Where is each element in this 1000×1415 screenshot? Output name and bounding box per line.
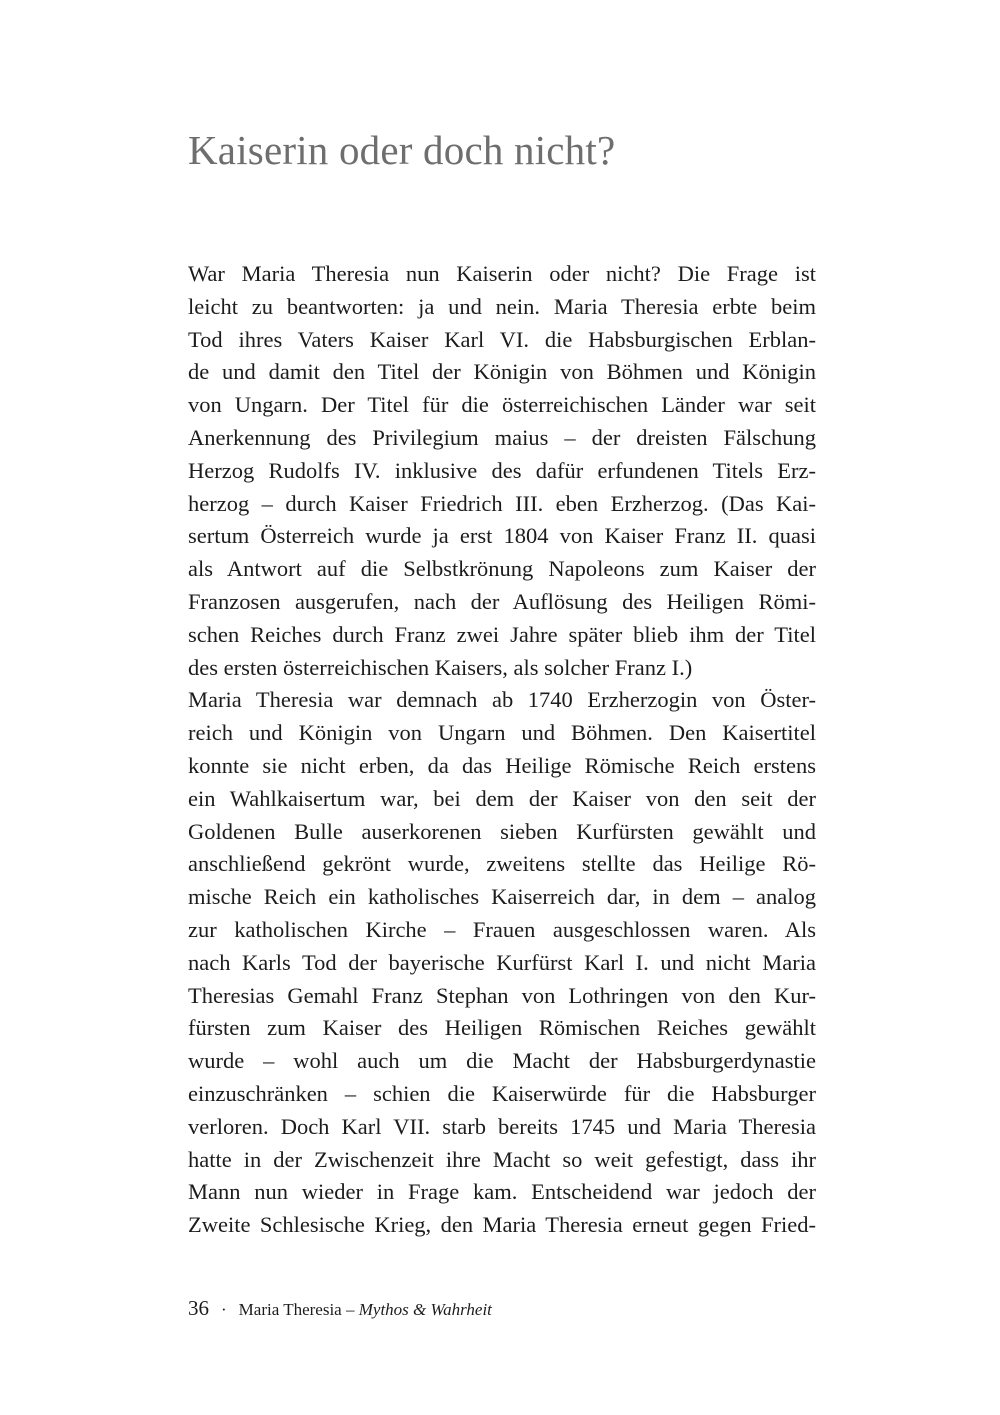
text-line: anschließend gekrönt wurde, zweitens stellte das Heilige Rö- xyxy=(188,851,816,877)
body-text xyxy=(188,258,816,1242)
text-line: Herzog Rudolfs IV. inklusive des dafür erfundenen Titels Erz- xyxy=(188,457,816,483)
text-line: Zweite Schlesische Krieg, den Maria Theresia erneut gegen Fried- xyxy=(188,1212,816,1238)
text-line: hatte in der Zwischenzeit ihre Macht so weit gefestigt, dass ihr xyxy=(188,1146,816,1172)
text-line: Mann nun wieder in Frage kam. Entscheidend war jedoch der xyxy=(188,1179,816,1205)
text-line: ein Wahlkaisertum war, bei dem der Kaiser von den seit der xyxy=(188,785,816,811)
text-line: verloren. Doch Karl VII. starb bereits 1745 und Maria Theresia xyxy=(188,1113,816,1139)
text-line: mische Reich ein katholisches Kaiserreich dar, in dem – analog xyxy=(188,884,816,910)
text-line: fürsten zum Kaiser des Heiligen Römischen Reiches gewählt xyxy=(188,1015,816,1041)
footer-book-title: Maria Theresia – xyxy=(238,1300,355,1319)
text-line: Goldenen Bulle auserkorenen sieben Kurfürsten gewählt und xyxy=(188,818,816,844)
footer-book-subtitle: Mythos & Wahrheit xyxy=(358,1300,492,1319)
page-title: Kaiserin oder doch nicht? xyxy=(188,127,616,173)
text-line: leicht zu beantworten: ja und nein. Maria Theresia erbte beim xyxy=(188,293,816,319)
text-line: des ersten österreichischen Kaisers, als solcher Franz I.) xyxy=(188,654,693,680)
text-line: Maria Theresia war demnach ab 1740 Erzherzogin von Öster- xyxy=(188,687,816,713)
footer-separator: · xyxy=(221,1300,227,1319)
text-line: wurde – wohl auch um die Macht der Habsburgerdynastie xyxy=(188,1048,816,1074)
text-line: sertum Österreich wurde ja erst 1804 von Kaiser Franz II. quasi xyxy=(188,523,816,549)
text-line: Franzosen ausgerufen, nach der Auflösung des Heiligen Römi- xyxy=(188,588,816,614)
text-line: Anerkennung des Privilegium maius – der dreisten Fälschung xyxy=(188,424,816,450)
text-line: Tod ihres Vaters Kaiser Karl VI. die Habsburgischen Erblan- xyxy=(188,326,816,352)
text-line: de und damit den Titel der Königin von Böhmen und Königin xyxy=(188,359,816,385)
text-line: schen Reiches durch Franz zwei Jahre später blieb ihm der Titel xyxy=(188,621,816,647)
page-footer xyxy=(188,1296,492,1322)
text-line: konnte sie nicht erben, da das Heilige Römische Reich erstens xyxy=(188,752,816,778)
text-line: War Maria Theresia nun Kaiserin oder nicht? Die Frage ist xyxy=(188,261,816,286)
text-line: nach Karls Tod der bayerische Kurfürst Karl I. und nicht Maria xyxy=(188,949,816,975)
text-line: als Antwort auf die Selbstkrönung Napoleons zum Kaiser der xyxy=(188,556,816,582)
text-line: einzuschränken – schien die Kaiserwürde für die Habsburger xyxy=(188,1080,816,1106)
page-number: 36 xyxy=(188,1296,209,1320)
text-line: Theresias Gemahl Franz Stephan von Lothringen von den Kur- xyxy=(188,982,816,1008)
text-line: reich und Königin von Ungarn und Böhmen. Den Kaisertitel xyxy=(188,720,816,746)
text-line: zur katholischen Kirche – Frauen ausgeschlossen waren. Als xyxy=(188,916,816,942)
text-line: herzog – durch Kaiser Friedrich III. eben Erzherzog. (Das Kai- xyxy=(188,490,816,516)
text-line: von Ungarn. Der Titel für die österreichischen Länder war seit xyxy=(188,392,816,418)
